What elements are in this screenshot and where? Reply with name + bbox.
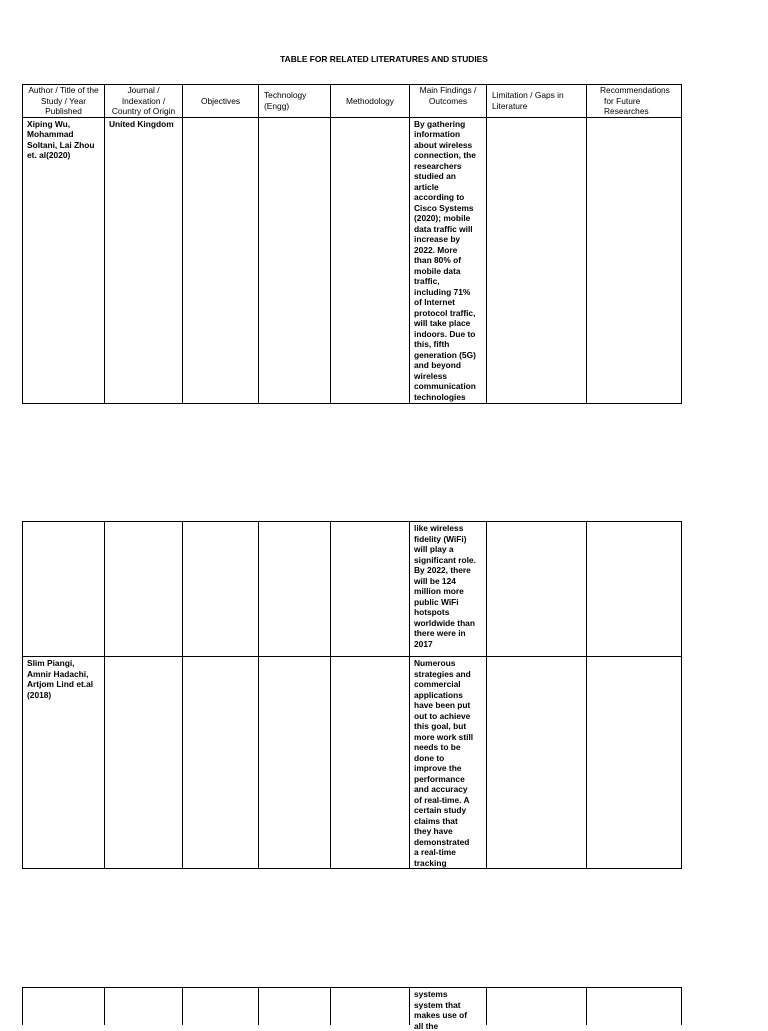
methodology-cell (331, 657, 410, 869)
header-recommendations (587, 85, 682, 118)
author-cell (23, 522, 105, 657)
findings-text: Numerous strategies and commercial applications have been put out to achieve this goal, but more work still needs to be done to improve the performance and accuracy of real-time. A certain study claims that they have demonstrated a real-time tracking (414, 658, 474, 868)
author-cell (23, 117, 105, 403)
journal-cell (105, 522, 183, 657)
findings-cell (410, 522, 487, 657)
recommendations-cell (587, 522, 682, 657)
literature-table-part-2 (22, 521, 682, 869)
findings-cell (410, 657, 487, 869)
technology-cell (259, 657, 331, 869)
header-technology-label: Technology (Engg) (264, 90, 307, 111)
header-author (23, 85, 105, 118)
methodology-cell (331, 117, 410, 403)
author-cell (23, 657, 105, 869)
header-objectives (183, 85, 259, 118)
objectives-cell (183, 988, 259, 1025)
header-author-label: Author / Title of the Study / Year Published (28, 85, 99, 116)
table-row (23, 988, 682, 1025)
limitation-cell (487, 657, 587, 869)
header-limitation (487, 85, 587, 118)
limitation-cell (487, 117, 587, 403)
table-row (23, 657, 682, 869)
limitation-cell (487, 522, 587, 657)
header-objectives-label: Objectives (200, 95, 241, 106)
technology-cell (259, 522, 331, 657)
journal-cell (105, 988, 183, 1025)
header-recommendations-label: Recommendations for Future Researches (600, 85, 670, 116)
header-technology (259, 85, 331, 118)
author-text: Xiping Wu, Mohammad Soltani, Lai Zhou et. al(2020) (27, 118, 95, 160)
author-cell (23, 988, 105, 1025)
table-row (23, 117, 682, 403)
findings-text: systems system that makes use of all the (414, 989, 468, 1031)
findings-text: By gathering information about wireless connection, the researchers studied an article according to Cisco Systems (2020); mobile data traffic will increase by 2022. More than 80% of mobile data traffic, including 71% of Internet protocol traffic, will take place indoors. Due to this, fifth generation (5G) and beyond wireless communication technologies (414, 118, 476, 402)
methodology-cell (331, 988, 410, 1025)
journal-text: United Kingdom (109, 118, 174, 129)
header-findings (410, 85, 487, 118)
literature-table-part-1 (22, 84, 682, 404)
header-journal (105, 85, 183, 118)
findings-text: like wireless fidelity (WiFi) will play a significant role. By 2022, there will be 124 million more public WiFi hotspots worldwide than there were in 2017 (414, 523, 476, 649)
journal-cell (105, 657, 183, 869)
recommendations-cell (587, 117, 682, 403)
header-journal-label: Journal / Indexation / Country of Origin (111, 85, 176, 116)
header-methodology-label: Methodology (346, 95, 394, 106)
recommendations-cell (587, 657, 682, 869)
journal-cell (105, 117, 183, 403)
page-title: TABLE FOR RELATED LITERATURES AND STUDIES (280, 54, 488, 64)
header-methodology (331, 85, 410, 118)
objectives-cell (183, 522, 259, 657)
technology-cell (259, 117, 331, 403)
methodology-cell (331, 522, 410, 657)
author-text: Slim Piangi, Amnir Hadachi, Artjom Lind et.al (2018) (27, 658, 94, 700)
table-row (23, 522, 682, 657)
recommendations-cell (587, 988, 682, 1025)
objectives-cell (183, 657, 259, 869)
literature-table-part-3 (22, 987, 682, 1031)
header-findings-label: Main Findings / Outcomes (419, 85, 477, 106)
findings-cell (410, 117, 487, 403)
objectives-cell (183, 117, 259, 403)
limitation-cell (487, 988, 587, 1025)
header-limitation-label: Limitation / Gaps in Literature (492, 90, 564, 111)
findings-cell (410, 988, 487, 1031)
header-row (23, 85, 682, 118)
technology-cell (259, 988, 331, 1025)
